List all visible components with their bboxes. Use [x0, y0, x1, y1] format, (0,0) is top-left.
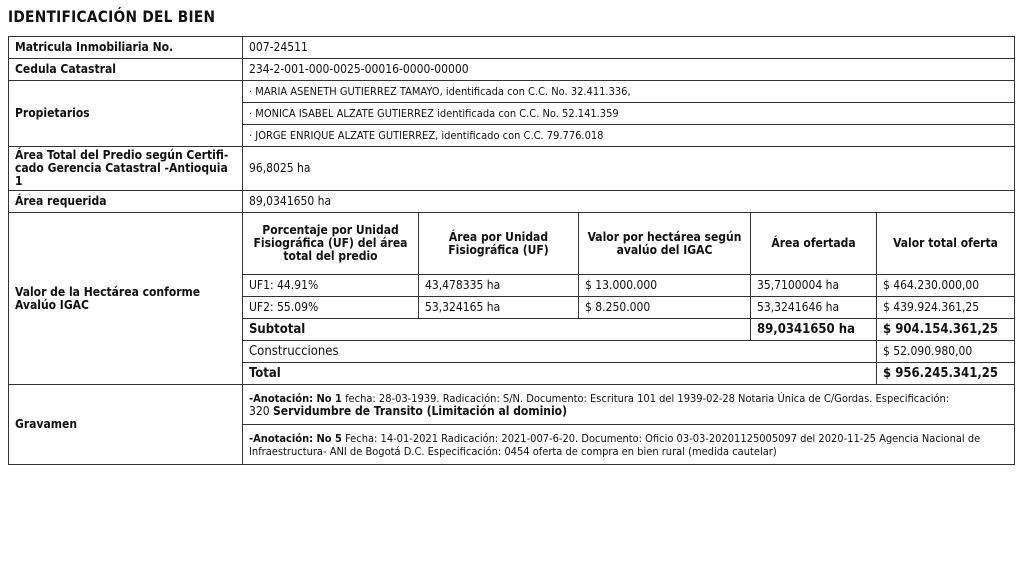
area-requerida-value: 89,0341650 ha [243, 191, 1015, 213]
header-valor-total: Valor total oferta [877, 213, 1015, 275]
matricula-value: 007-24511 [243, 37, 1015, 59]
area-total-label-line2: cado Gerencia Catastral -Antioquia 1 [15, 161, 228, 188]
anotacion-1-text: fecha: 28-03-1939. Radicación: S/N. Documento: Escritura 101 del 1939-02-28 Notaria Única de C/Gordas. Especificación: [341, 391, 950, 405]
total-value: $ 956.245.341,25 [877, 363, 1015, 385]
anotacion-5 [243, 425, 1015, 465]
header-porcentaje: Porcentaje por Unidad Fisiográfica (UF) del área total del predio [243, 213, 419, 275]
subtotal-label: Subtotal [243, 319, 751, 341]
subtotal-area: 89,0341650 ha [751, 319, 877, 341]
propietario-item: · MARIA ASENETH GUTIERREZ TAMAYO, identificada con C.C. No. 32.411.336, [243, 81, 1015, 103]
row-area-total [9, 147, 1015, 191]
area-total-label-line1: Área Total del Predio según Certifi- [15, 148, 229, 162]
area-requerida-label: Área requerida [9, 191, 243, 213]
construcciones-value: $ 52.090.980,00 [877, 341, 1015, 363]
cell-uf1-valor-ha: $ 13.000.000 [579, 275, 751, 297]
area-total-label [9, 147, 243, 191]
anotacion-1-code: 320 [249, 403, 274, 418]
cell-uf2-valor-total: $ 439.924.361,25 [877, 297, 1015, 319]
page-title: IDENTIFICACIÓN DEL BIEN [8, 7, 216, 26]
anotacion-5-text: Fecha: 14-01-2021 Radicación: 2021-007-6-20. Documento: Oficio 03-03-20201125005097 del 2020-11-25 Agencia Nacional de Infraestructura- ANI de Bogotá D.C. Especificación: 0454 oferta de compra en bien rural (medida cautelar) [249, 431, 981, 458]
anotacion-1 [243, 385, 1015, 425]
row-propietario-1 [9, 81, 1015, 103]
gravamen-label: Gravamen [9, 385, 243, 465]
anotacion-1-prefix: -Anotación: No 1 [249, 391, 342, 405]
row-cedula [9, 59, 1015, 81]
property-table [8, 36, 1015, 465]
row-gravamen-1 [9, 385, 1015, 425]
cell-uf1-area-ofertada: 35,7100004 ha [751, 275, 877, 297]
construcciones-label: Construcciones [243, 341, 877, 363]
cell-uf2-area-ofertada: 53,3241646 ha [751, 297, 877, 319]
cell-uf1-porcentaje: UF1: 44.91% [243, 275, 419, 297]
cell-uf2-valor-ha: $ 8.250.000 [579, 297, 751, 319]
header-valor-ha: Valor por hectárea según avalúo del IGAC [579, 213, 751, 275]
row-area-requerida [9, 191, 1015, 213]
cedula-label: Cedula Catastral [9, 59, 243, 81]
total-label: Total [243, 363, 877, 385]
valor-label: Valor de la Hectárea conforme Avalúo IGAC [9, 213, 243, 385]
row-valor-headers [9, 213, 1015, 275]
cell-uf1-valor-total: $ 464.230.000,00 [877, 275, 1015, 297]
cell-uf1-area: 43,478335 ha [419, 275, 579, 297]
cell-uf2-area: 53,324165 ha [419, 297, 579, 319]
cell-uf2-porcentaje: UF2: 55.09% [243, 297, 419, 319]
propietarios-label: Propietarios [9, 81, 243, 147]
propietario-item: · MONICA ISABEL ALZATE GUTIERREZ identificada con C.C. No. 52.141.359 [243, 103, 1015, 125]
anotacion-1-especificacion: Servidumbre de Transito (Limitación al dominio) [273, 403, 568, 418]
anotacion-5-prefix: -Anotación: No 5 [249, 431, 342, 445]
matricula-label: Matricula Inmobiliaria No. [9, 37, 243, 59]
cedula-value: 234-2-001-000-0025-00016-0000-00000 [243, 59, 1015, 81]
subtotal-value: $ 904.154.361,25 [877, 319, 1015, 341]
header-area-uf: Área por Unidad Fisiográfica (UF) [419, 213, 579, 275]
header-area-ofertada: Área ofertada [751, 213, 877, 275]
row-matricula [9, 37, 1015, 59]
propietario-item: · JORGE ENRIQUE ALZATE GUTIERREZ, identificado con C.C. 79.776.018 [243, 125, 1015, 147]
area-total-value: 96,8025 ha [243, 147, 1015, 191]
